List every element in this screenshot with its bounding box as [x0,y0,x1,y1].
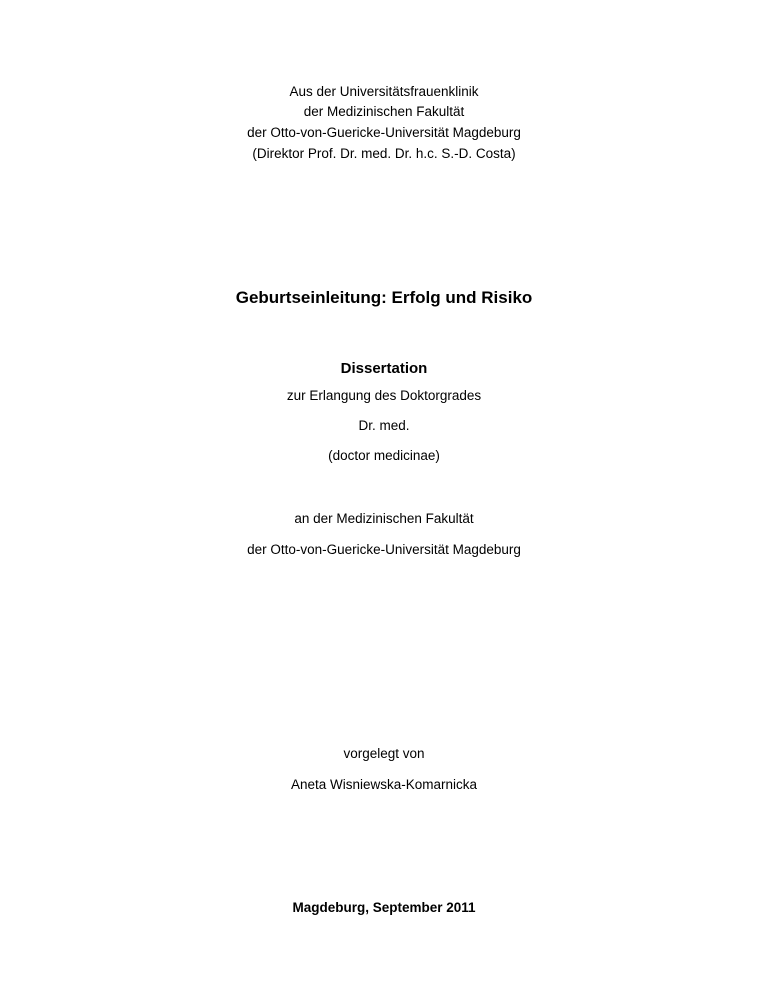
institution-director: (Direktor Prof. Dr. med. Dr. h.c. S.-D. Costa) [252,146,516,161]
faculty-line-1: an der Medizinischen Fakultät [294,511,474,526]
place-date: Magdeburg, September 2011 [292,900,476,915]
degree-full: (doctor medicinae) [328,448,440,463]
institution-line-3: der Otto-von-Guericke-Universität Magdeburg [247,125,521,140]
institution-line-2: der Medizinischen Fakultät [303,104,465,119]
submitted-by-label: vorgelegt von [343,746,425,761]
dissertation-heading: Dissertation [340,360,428,377]
thesis-title: Geburtseinleitung: Erfolg und Risiko [235,288,533,307]
institution-line-1: Aus der Universitätsfrauenklinik [289,84,479,99]
degree: Dr. med. [358,418,410,433]
author-name: Aneta Wisniewska-Komarnicka [290,777,478,792]
dissertation-purpose: zur Erlangung des Doktorgrades [286,388,482,403]
faculty-line-2: der Otto-von-Guericke-Universität Magdeburg [247,542,521,557]
